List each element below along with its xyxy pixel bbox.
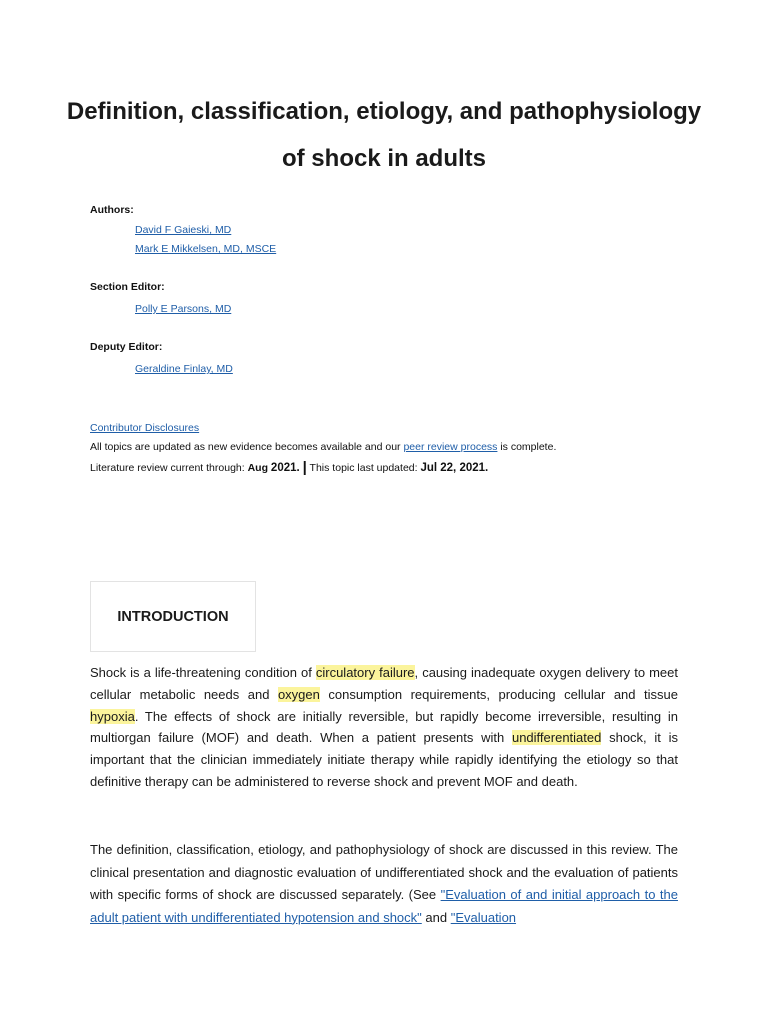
update-policy-suffix: is complete.: [497, 441, 557, 453]
author-link-mikkelsen[interactable]: Mark E Mikkelsen, MD, MSCE: [135, 243, 277, 255]
introduction-heading: INTRODUCTION: [117, 608, 229, 625]
para1-text-2: , causing inadequate oxygen delivery to meet cellular metabolic needs and: [90, 665, 678, 702]
highlight-circulatory-failure: circulatory failure: [315, 665, 415, 680]
deputy-editor-link[interactable]: Geraldine Finlay, MD: [135, 363, 233, 375]
review-dates-line: [90, 459, 488, 476]
literature-review-year: 2021.: [270, 462, 300, 474]
last-updated-label: This topic last updated:: [306, 462, 421, 474]
page-title: Definition, classification, etiology, and pathophysiology of shock in adults: [66, 98, 702, 172]
highlight-hypoxia: hypoxia: [90, 708, 135, 724]
evaluation-link[interactable]: "Evaluation: [450, 909, 517, 925]
update-policy-prefix: All topics are updated as new evidence becomes available and our: [90, 441, 404, 453]
evaluation-undifferentiated-shock-link[interactable]: "Evaluation of and initial approach to the adult patient with undifferentiated hypotension and shock": [90, 887, 678, 925]
deputy-editor-label: Deputy Editor:: [90, 341, 163, 353]
author-link-gaieski[interactable]: David F Gaieski, MD: [135, 224, 232, 236]
peer-review-process-link[interactable]: peer review process: [403, 441, 498, 453]
para2-text-2: and: [421, 909, 451, 925]
highlight-undifferentiated: undifferentiated: [511, 730, 602, 746]
introduction-paragraph-1: [90, 662, 678, 793]
section-editor-label: Section Editor:: [90, 281, 165, 293]
contributor-disclosures-line: [90, 422, 199, 434]
update-policy-line: [90, 441, 556, 453]
para1-text-3: consumption requirements, producing cellular and tissue: [319, 686, 678, 702]
separator-bar: |: [302, 459, 307, 476]
highlight-oxygen: oxygen: [277, 686, 320, 702]
section-editor-link[interactable]: Polly E Parsons, MD: [135, 303, 232, 315]
last-updated-date: Jul 22, 2021.: [420, 462, 489, 474]
para1-text-4: . The effects of shock are initially reversible, but rapidly become irreversible, resulting in multiorgan failure (MOF) and death. When a patient presents with: [90, 708, 678, 746]
introduction-paragraph-2: [90, 839, 678, 929]
literature-review-label: Literature review current through:: [90, 462, 248, 474]
para1-text-1: Shock is a life-threatening condition of: [90, 665, 316, 680]
para1-text-5: shock, it is important that the clinician immediately initiate therapy while rapidly identifying the etiology so that definitive therapy can be administered to reverse shock and prevent MOF and death.: [90, 730, 679, 789]
contributor-disclosures-link[interactable]: Contributor Disclosures: [90, 422, 200, 434]
para2-text-1: The definition, classification, etiology, and pathophysiology of shock are discussed in this review. The clinical presentation and diagnostic evaluation of undifferentiated shock and the evaluation of patients with specific forms of shock are discussed separately. (See: [90, 842, 678, 902]
literature-review-month: Aug: [247, 462, 268, 474]
introduction-heading-box: [90, 581, 256, 652]
authors-label: Authors:: [90, 204, 134, 216]
